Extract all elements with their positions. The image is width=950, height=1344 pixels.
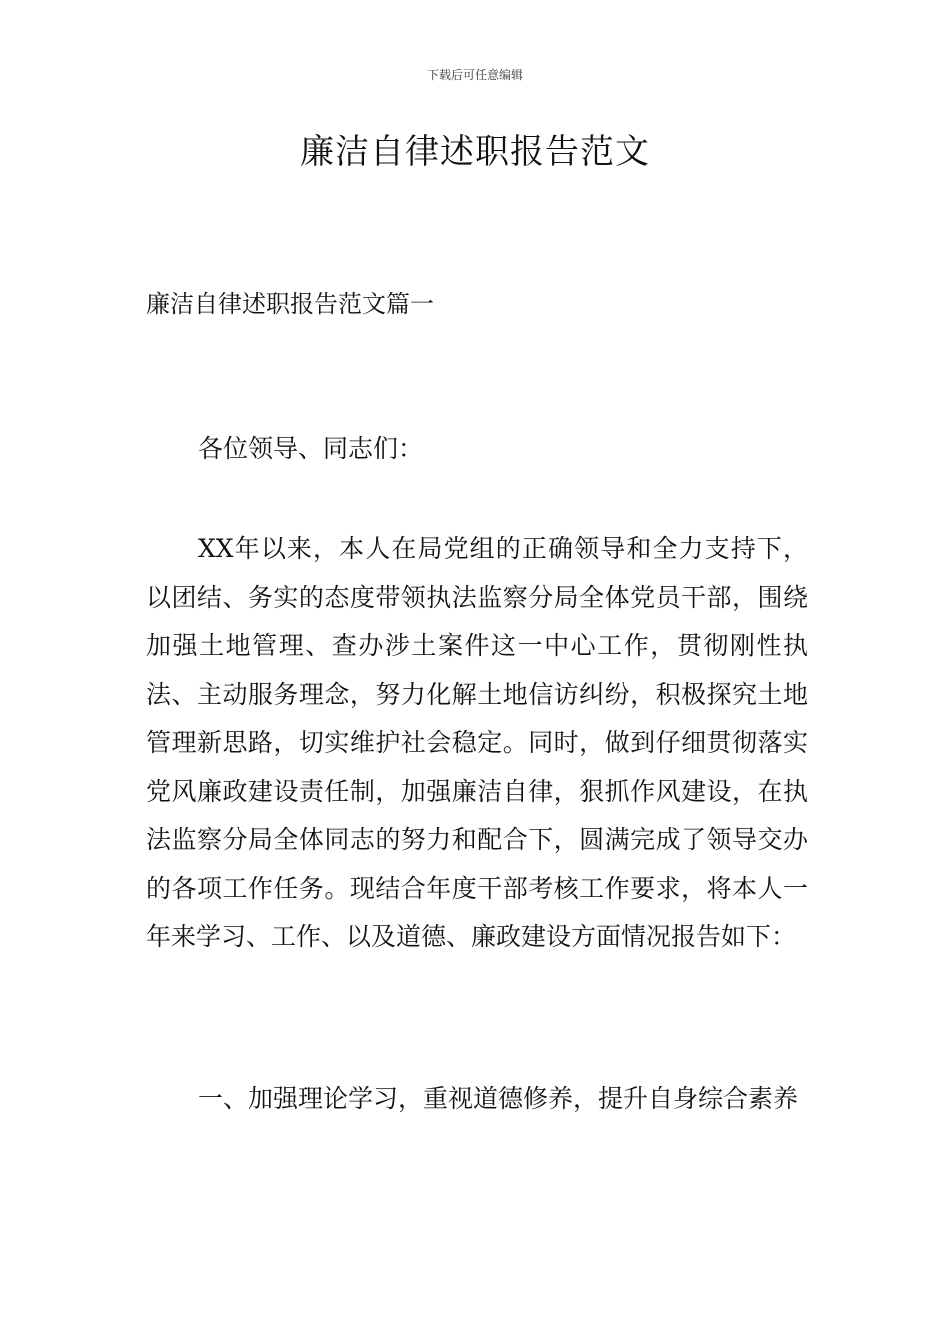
salutation: 各位领导、同志们：	[198, 434, 424, 463]
header-note: 下载后可任意编辑	[426, 68, 523, 82]
document-title: 廉洁自律述职报告范文	[300, 132, 650, 172]
section-heading: 廉洁自律述职报告范文篇一	[146, 290, 434, 318]
subsection-heading: 一、加强理论学习，重视道德修养，提升自身综合素养	[198, 1084, 799, 1113]
body-paragraph: XX年以来，本人在局党组的正确领导和全力支持下，以团结、务实的态度带领执法监察分局全体党员干部，围绕加强土地管理、查办涉土案件这一中心工作，贯彻刚性执法、主动服务理念，努力化解土地信访纠纷，积极探究土地管理新思路，切实维护社会稳定。同时，做到仔细贯彻落实党风廉政建设责任制，加强廉洁自律，狠抓作风建设，在执法监察分局全体同志的努力和配合下，圆满完成了领导交办的各项工作任务。现结合年度干部考核工作要求，将本人一年来学习、工作、以及道德、廉政建设方面情况报告如下：	[146, 534, 808, 951]
